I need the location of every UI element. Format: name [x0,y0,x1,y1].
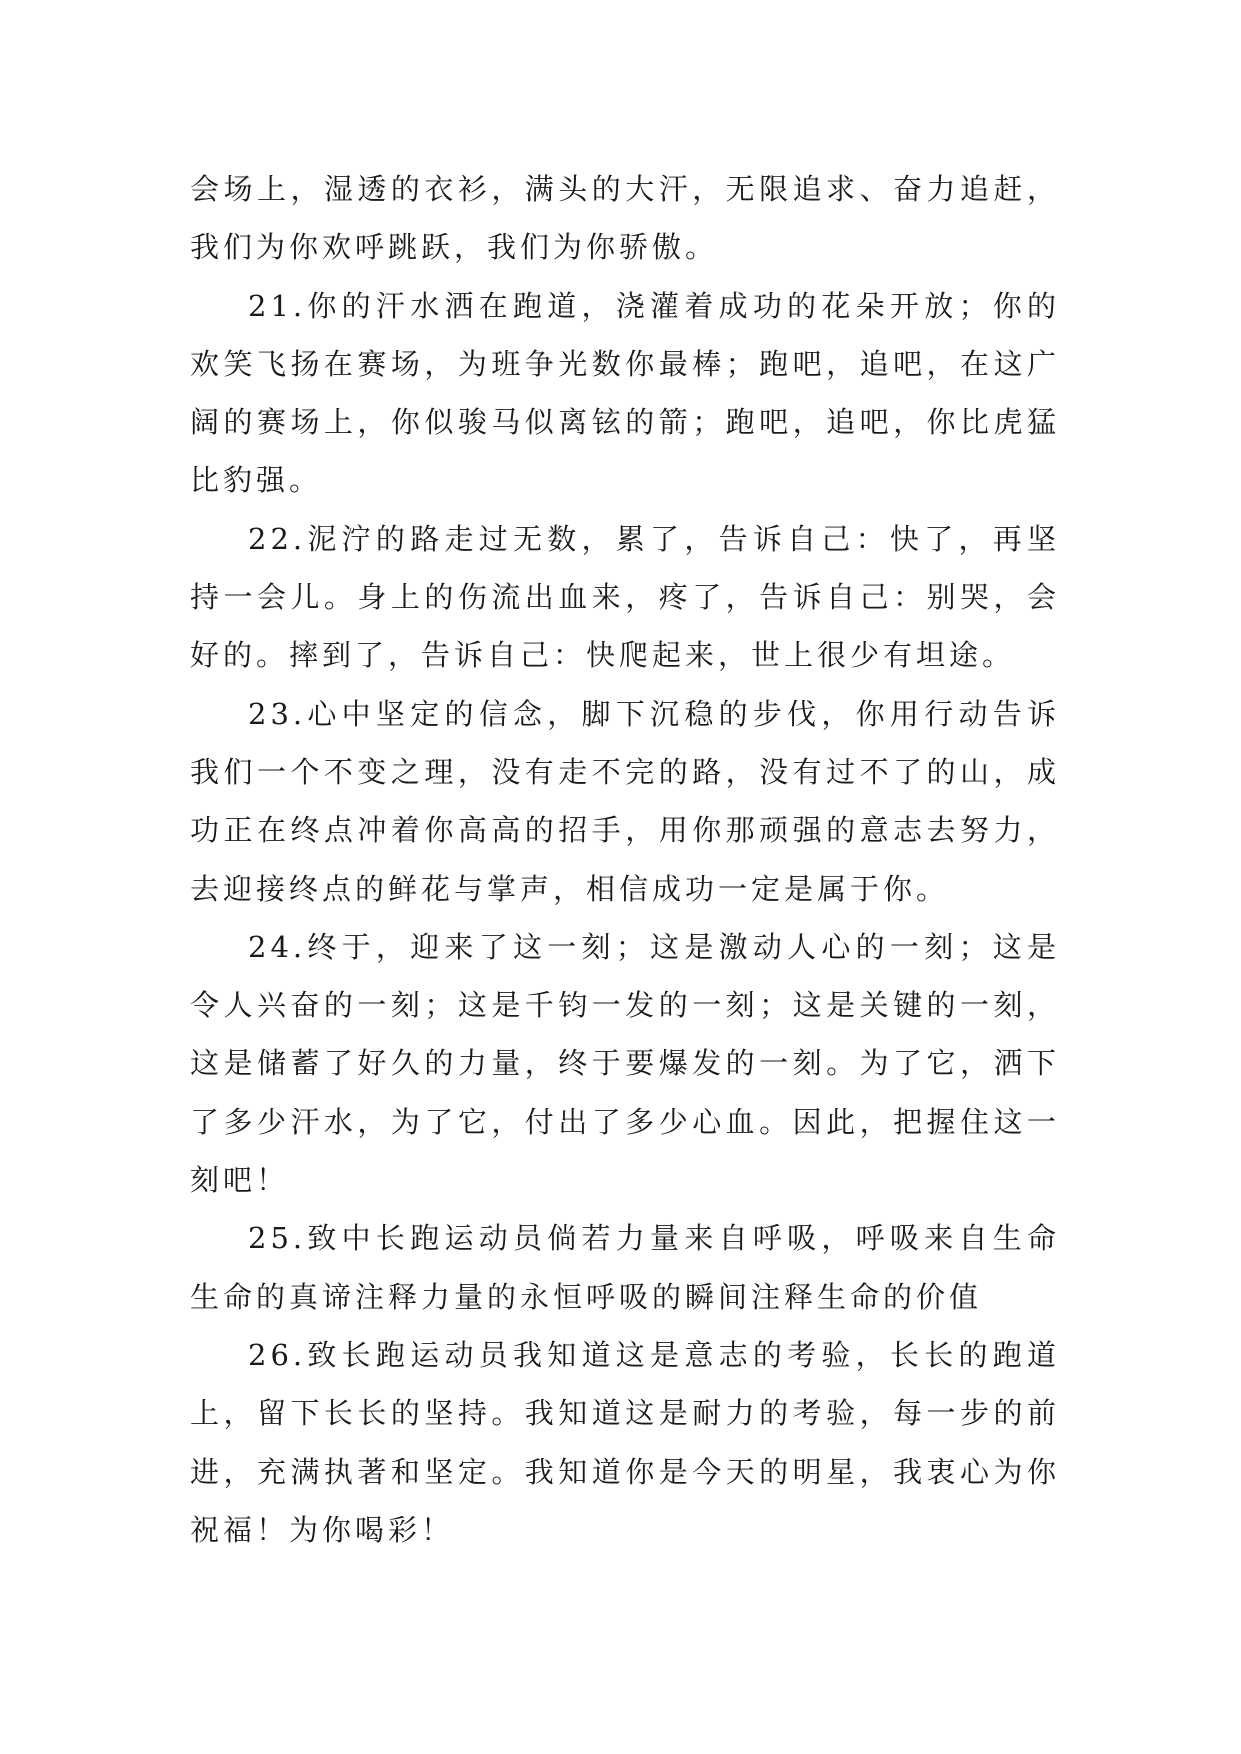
paragraph-23: 23.心中坚定的信念，脚下沉稳的步伐，你用行动告诉我们一个不变之理，没有走不完的路，没有过不了的山，成功正在终点冲着你高高的招手，用你那顽强的意志去努力，去迎接终点的鲜花与掌声，相信成功一定是属于你。 [190,696,1060,906]
paragraph-25: 25.致中长跑运动员倘若力量来自呼吸，呼吸来自生命生命的真谛注释力量的永恒呼吸的瞬间注释生命的价值 [190,1221,1060,1314]
paragraph-26: 26.致长跑运动员我知道这是意志的考验，长长的跑道上，留下长长的坚持。我知道这是耐力的考验，每一步的前进，充满执著和坚定。我知道你是今天的明星，我衷心为你祝福！为你喝彩！ [190,1337,1060,1547]
paragraph-continuation: 会场上，湿透的衣衫，满头的大汗，无限追求、奋力追赶，我们为你欢呼跳跃，我们为你骄傲。 [190,172,1060,265]
paragraph-24: 24.终于，迎来了这一刻；这是激动人心的一刻；这是令人兴奋的一刻；这是千钧一发的一刻；这是关键的一刻，这是储蓄了好久的力量，终于要爆发的一刻。为了它，洒下了多少汗水，为了它，付出了多少心血。因此，把握住这一刻吧！ [190,929,1060,1198]
document-body [190,160,1060,1559]
paragraph-21: 21.你的汗水洒在跑道，浇灌着成功的花朵开放；你的欢笑飞扬在赛场，为班争光数你最棒；跑吧，追吧，在这广阔的赛场上，你似骏马似离铉的箭；跑吧，追吧，你比虎猛比豹强。 [190,288,1060,498]
paragraph-22: 22.泥泞的路走过无数，累了，告诉自己：快了，再坚持一会儿。身上的伤流出血来，疼了，告诉自己：别哭，会好的。摔到了，告诉自己：快爬起来，世上很少有坦途。 [190,521,1060,673]
